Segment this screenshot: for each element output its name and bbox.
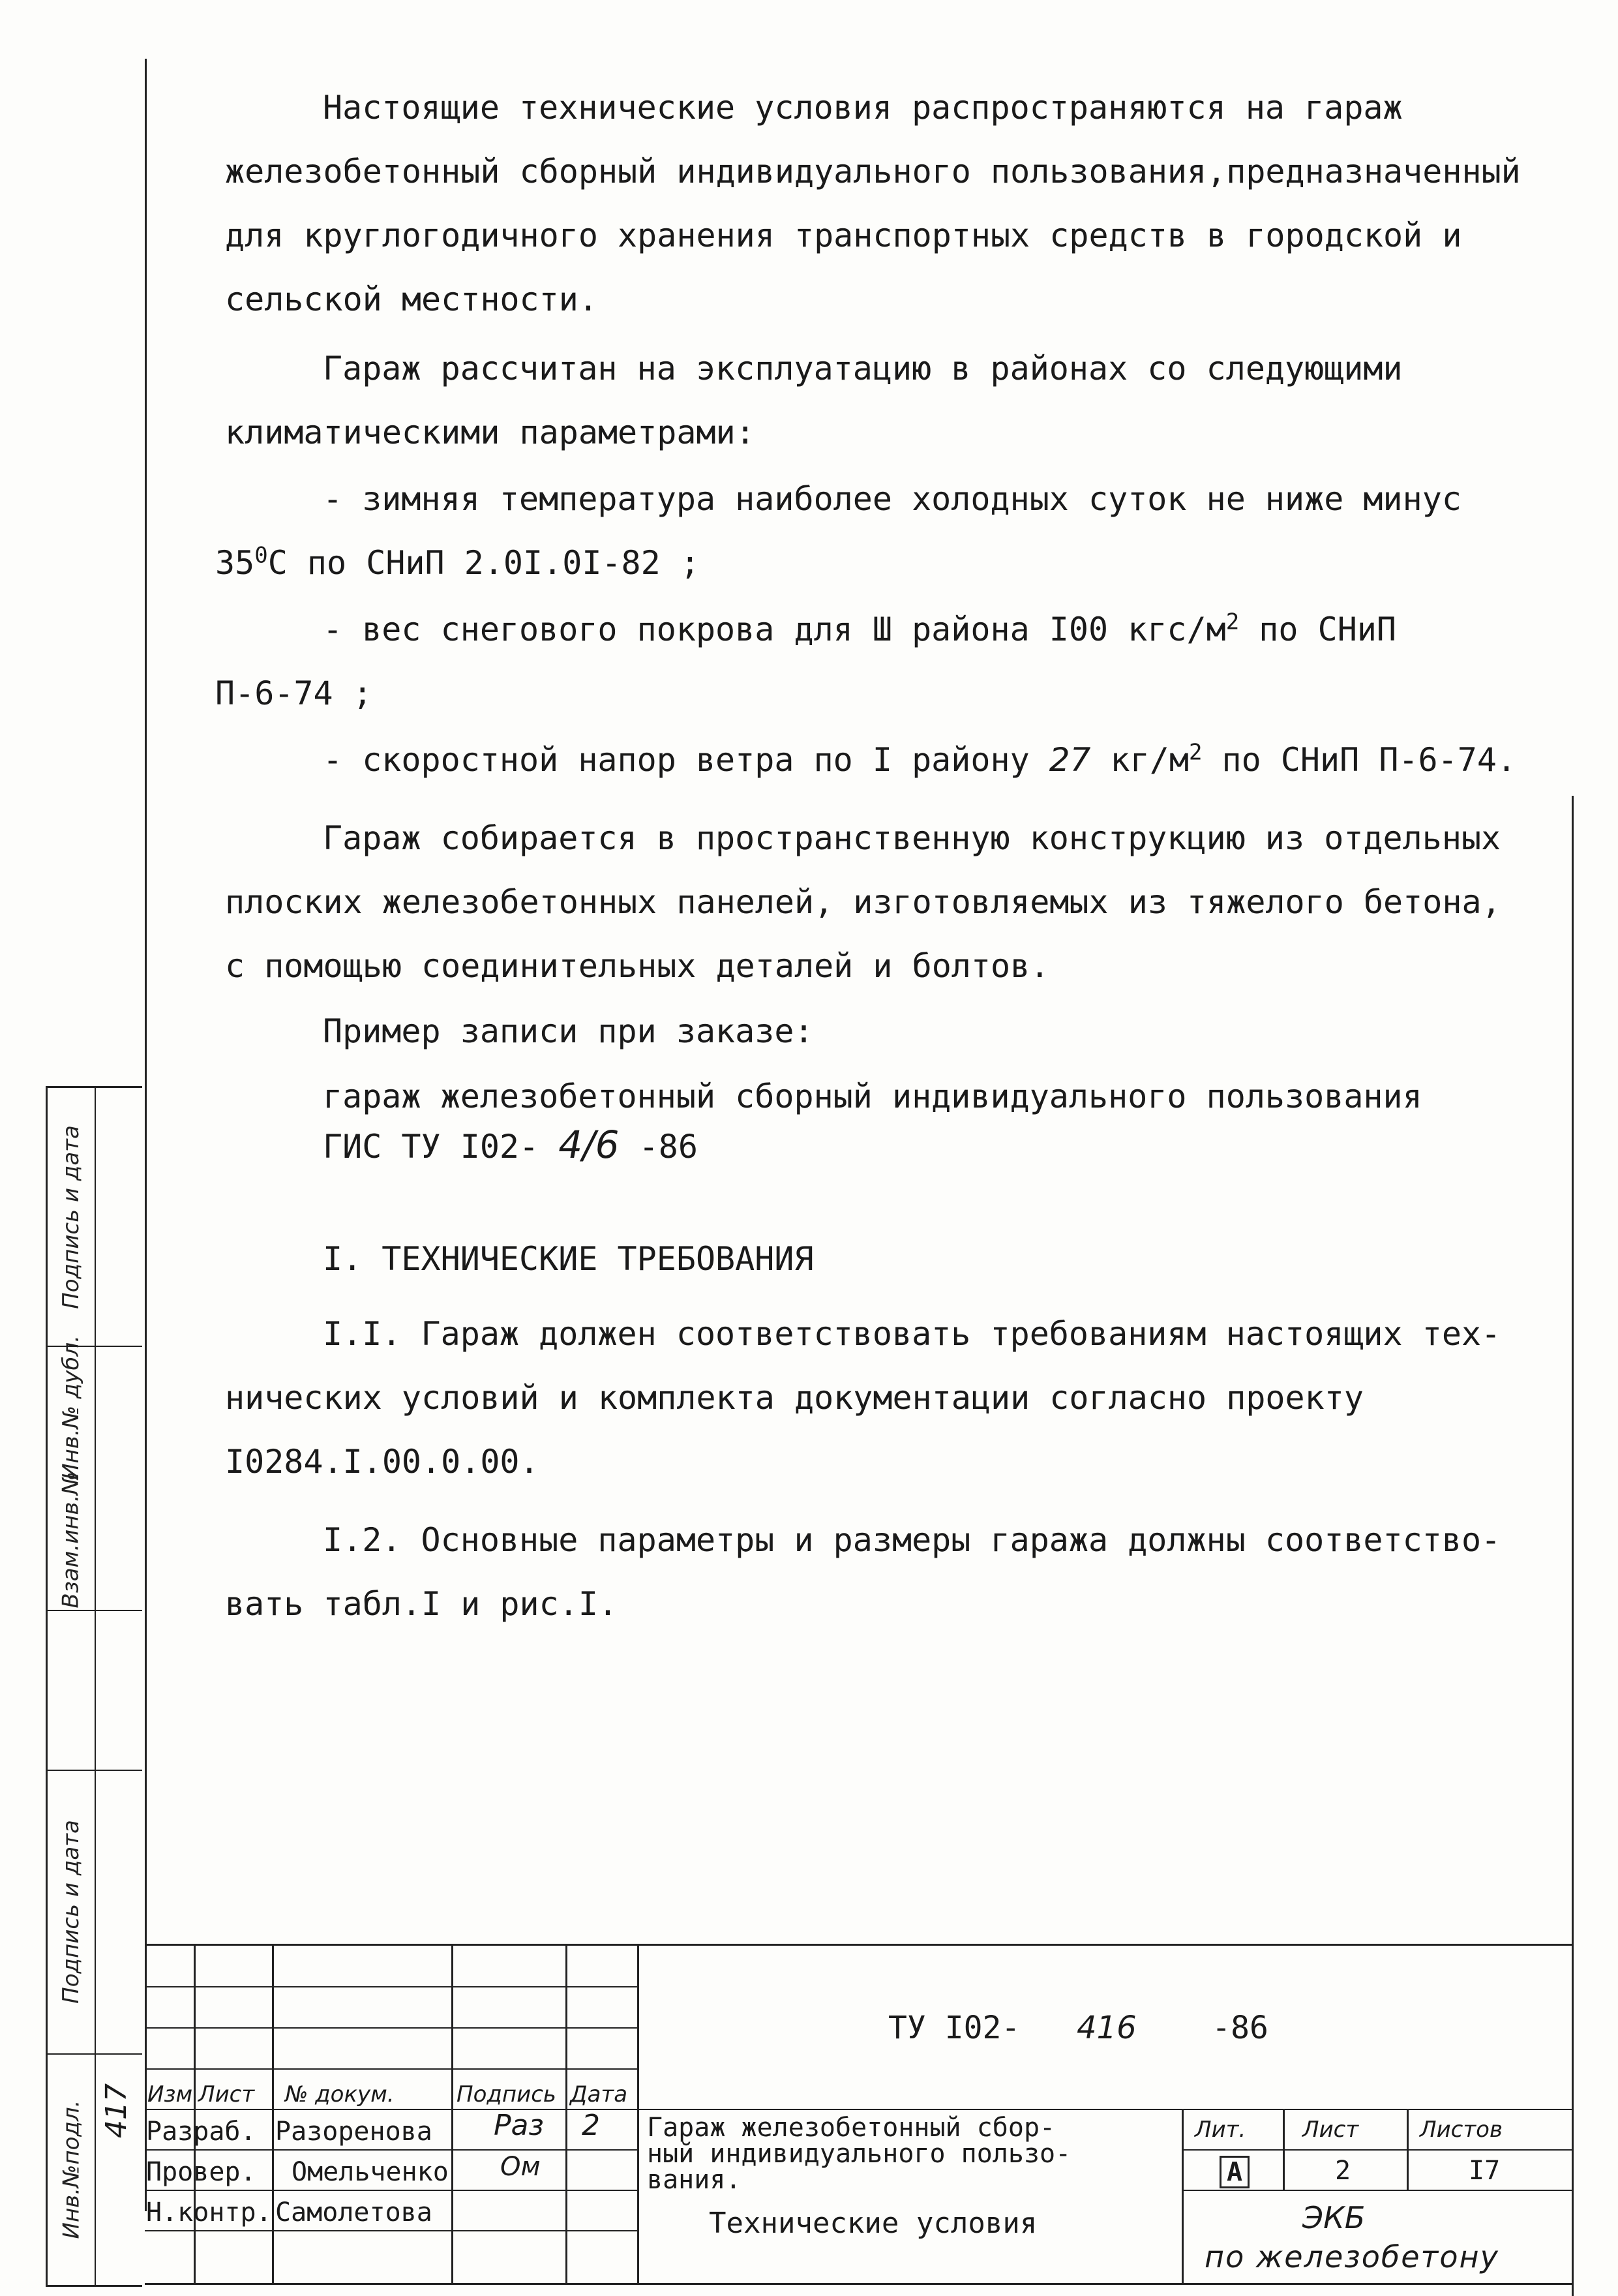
page-frame-left — [145, 59, 147, 2211]
intro-p1-line4: сельской местности. — [225, 280, 598, 318]
signature-date-label: Подпись и дата — [58, 1819, 85, 2004]
row-role-norm-control: Н.контр. — [146, 2198, 272, 2228]
product-title-line2: ный индивидуального пользо- — [647, 2139, 1071, 2169]
tb-grid-line — [272, 1946, 274, 2285]
intro-p3-line1: Гараж собирается в пространственную конструкцию из отдельных — [323, 819, 1501, 857]
tb-grid-line — [145, 2068, 637, 2070]
binding-strip-divider — [95, 1088, 96, 2285]
sheets-value: I7 — [1469, 2156, 1501, 2186]
intro-p1-line1: Настоящие технические условия распространяются на гараж — [323, 89, 1403, 127]
sheets-header: Листов — [1420, 2117, 1503, 2143]
binding-strip — [46, 1086, 142, 2287]
date-mark: 2 — [582, 2109, 600, 2142]
tb-grid-line — [637, 1946, 639, 2285]
intro-p2-line2: климатическими параметрами: — [225, 414, 755, 451]
tb-grid-line — [194, 1946, 196, 2285]
signature-developer: Раз — [494, 2109, 544, 2142]
document-designation: ТУ I02- 416 -86 — [888, 2010, 1268, 2046]
tb-grid-line — [565, 1946, 567, 2285]
intro-p3-line3: с помощью соединительных деталей и болтов. — [225, 947, 1050, 985]
col-header-doc-number: № докум. — [285, 2081, 395, 2107]
row-name-developer: Разоренова — [275, 2117, 432, 2147]
order-example-line1: гараж железобетонный сборный индивидуального пользования — [323, 1078, 1422, 1115]
tb-grid-line — [145, 2027, 637, 2029]
row-name-norm-control: Самолетова — [275, 2198, 432, 2228]
original-inv-label: Инв.№подл. — [58, 2100, 85, 2239]
section-heading: I. ТЕХНИЧЕСКИЕ ТРЕБОВАНИЯ — [323, 1240, 814, 1278]
product-title-line3: вания. — [647, 2165, 742, 2195]
bullet-winter-temp-cont: $35^0С$ по СНиП 2.0I.0I-82 ; — [215, 542, 700, 582]
row-role-developer: Разраб. — [146, 2117, 256, 2147]
replace-inv-label: Взам.инв.№ — [58, 1471, 85, 1609]
organization-line2: по железобетону — [1205, 2239, 1499, 2274]
lit-header: Лит. — [1195, 2117, 1246, 2143]
col-header-change: Изм — [147, 2081, 193, 2107]
tb-grid-line — [1182, 2149, 1573, 2151]
duplicate-inv-label: Инв.№ дубл. — [58, 1335, 85, 1480]
intro-p1-line2: железобетонный сборный индивидуального пользования,предназначенный — [225, 153, 1521, 190]
tb-grid-line — [145, 1986, 637, 1987]
bullet-snow-load: - вес снегового покрова для Ш района I00 кгс/$м^2$ по СНиП — [323, 609, 1397, 648]
document-type: Технические условия — [709, 2207, 1038, 2240]
organization-line1: ЭКБ — [1302, 2200, 1366, 2235]
original-inv-value: 417 — [100, 2083, 133, 2138]
binding-row-border — [48, 1610, 142, 1611]
intro-p2-line1: Гараж рассчитан на эксплуатацию в районах со следующими — [323, 350, 1403, 387]
tb-grid-line — [145, 2190, 637, 2191]
row-name-checker: Омельченко — [292, 2157, 449, 2187]
section-1-2-line1: I.2. Основные параметры и размеры гаража должны соответство- — [323, 1521, 1501, 1559]
tb-grid-line — [145, 2149, 637, 2151]
title-block — [145, 1944, 1573, 2285]
section-1-1-line3: I0284.I.00.0.00. — [225, 1443, 539, 1481]
intro-p3-line2: плоских железобетонных панелей, изготовляемых из тяжелого бетона, — [225, 883, 1501, 921]
signature-checker: Ом — [500, 2152, 541, 2182]
col-header-signature: Подпись — [457, 2081, 556, 2107]
section-1-2-line2: вать табл.I и рис.I. — [225, 1585, 618, 1623]
tb-grid-line — [145, 2230, 637, 2231]
order-example-heading: Пример записи при заказе: — [323, 1012, 814, 1050]
col-header-date: Дата — [570, 2081, 628, 2107]
section-1-1-line2: нических условий и комплекта документации согласно проекту — [225, 1379, 1364, 1417]
lit-value: А — [1220, 2156, 1250, 2188]
intro-p1-line3: для круглогодичного хранения транспортных средств в городской и — [225, 217, 1462, 254]
tb-grid-line — [1182, 2190, 1573, 2191]
row-role-checker: Провер. — [146, 2157, 256, 2187]
bullet-wind-pressure: - скоростной напор ветра по I району 27 $кг/м^2$ по СНиП П-6-74. — [323, 739, 1517, 779]
tb-grid-line — [145, 2109, 1573, 2110]
signature-date-label: Подпись и дата — [58, 1125, 85, 1309]
section-1-1-line1: I.I. Гараж должен соответствовать требованиям настоящих тех- — [323, 1315, 1501, 1353]
product-title-line1: Гараж железобетонный сбор- — [647, 2113, 1056, 2143]
sheet-value: 2 — [1335, 2156, 1351, 2186]
tb-grid-line — [451, 1946, 453, 2285]
col-header-sheet: Лист — [198, 2081, 255, 2107]
bullet-winter-temp: - зимняя температура наиболее холодных суток не ниже минус — [323, 480, 1461, 518]
tb-grid-line — [1182, 2109, 1184, 2285]
bullet-snow-load-cont: П-6-74 ; — [215, 674, 372, 712]
sheet-header: Лист — [1302, 2117, 1359, 2143]
order-example-line2: ГИС ТУ I02- 4/6 -86 — [323, 1123, 698, 1167]
